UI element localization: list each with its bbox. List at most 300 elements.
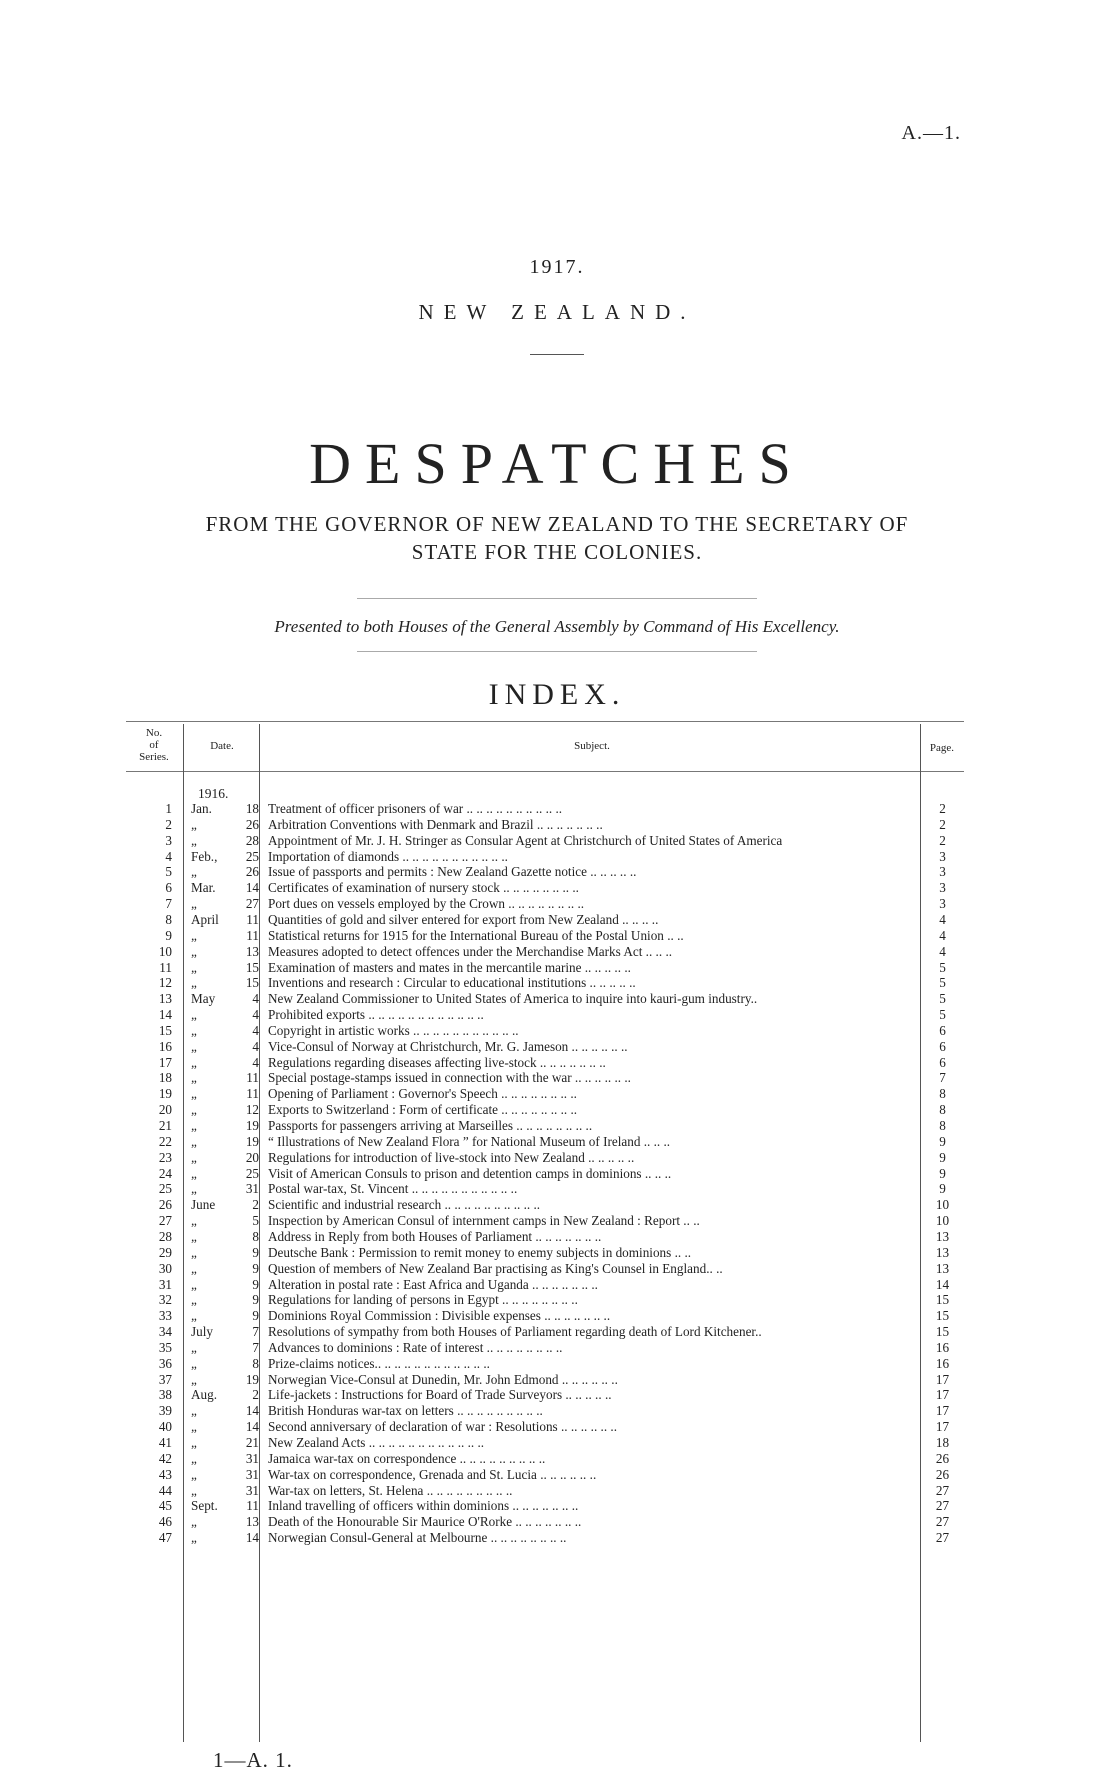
row-subject: Passports for passengers arriving at Marseilles .. .. .. .. .. .. .. ..: [268, 1118, 593, 1133]
row-number: 18: [158, 1070, 172, 1086]
table-row: [0, 1086, 1114, 1101]
table-row: [0, 1245, 1114, 1260]
row-day: 18: [245, 801, 259, 816]
row-page: 17: [935, 1419, 950, 1435]
row-number: 10: [158, 943, 172, 959]
row-number: 14: [158, 1007, 172, 1023]
row-day: 14: [245, 1419, 259, 1435]
row-subject: Death of the Honourable Sir Maurice O'Rorke .. .. .. .. .. .. ..: [268, 1514, 582, 1530]
row-month: „: [191, 896, 197, 912]
row-month: „: [191, 1149, 197, 1165]
row-day: 19: [245, 1371, 259, 1387]
col-no-line-1: No.: [145, 727, 163, 739]
row-month: „: [191, 1514, 197, 1530]
row-subject: Norwegian Consul-General at Melbourne .. .. .. .. .. .. .. ..: [268, 1530, 567, 1546]
row-subject: Appointment of Mr. J. H. Stringer as Consular Agent at Christchurch of United States of America: [268, 832, 783, 848]
row-month: „: [191, 975, 197, 991]
row-number: 39: [158, 1403, 172, 1419]
row-month: „: [191, 1339, 197, 1355]
row-number: 33: [158, 1308, 172, 1324]
table-row: [0, 1023, 1114, 1038]
table-row: [0, 1150, 1114, 1165]
row-subject: War-tax on correspondence, Grenada and St. Lucia .. .. .. .. .. ..: [268, 1466, 597, 1482]
row-month: „: [191, 1102, 197, 1118]
column-header-subject: Subject.: [574, 740, 610, 752]
row-page: 15: [935, 1292, 950, 1308]
row-page: 6: [939, 1038, 946, 1054]
row-month: „: [191, 1213, 197, 1229]
row-page: 8: [939, 1102, 946, 1118]
row-day: 19: [245, 1118, 259, 1133]
table-row: [0, 1007, 1114, 1022]
table-row: [0, 960, 1114, 975]
row-month: „: [191, 1133, 197, 1149]
row-subject: Statistical returns for 1915 for the International Bureau of the Postal Union .. ..: [268, 927, 684, 943]
row-month: „: [191, 1038, 197, 1054]
row-subject: Jamaica war-tax on correspondence .. .. .. .. .. .. .. .. ..: [268, 1450, 546, 1466]
table-row: [0, 1467, 1114, 1482]
row-number: 41: [158, 1435, 172, 1450]
row-number: 35: [158, 1339, 172, 1355]
table-row: [0, 1261, 1114, 1276]
row-month: „: [191, 927, 197, 943]
row-subject: Second anniversary of declaration of war : Resolutions .. .. .. .. .. ..: [268, 1419, 618, 1435]
row-number: 32: [158, 1292, 172, 1308]
row-page: 16: [935, 1339, 950, 1355]
row-day: 11: [246, 1086, 259, 1102]
row-subject: Advances to dominions : Rate of interest .. .. .. .. .. .. .. ..: [268, 1339, 563, 1355]
table-row: [0, 1483, 1114, 1498]
row-page: 2: [939, 801, 946, 816]
row-month: „: [191, 1466, 197, 1482]
row-day: 9: [252, 1260, 259, 1276]
table-row: [0, 1387, 1114, 1402]
row-month: „: [191, 1181, 197, 1197]
row-page: 9: [939, 1165, 946, 1181]
row-month: „: [191, 959, 197, 975]
document-country: NEW ZEALAND.: [418, 300, 696, 324]
table-row: [0, 1324, 1114, 1339]
row-page: 27: [935, 1530, 950, 1546]
table-row: [0, 1134, 1114, 1149]
table-row: [0, 1419, 1114, 1434]
row-subject: Examination of masters and mates in the mercantile marine .. .. .. .. ..: [268, 959, 631, 975]
row-number: 2: [165, 816, 172, 832]
row-day: 31: [245, 1181, 259, 1197]
row-day: 11: [246, 1498, 259, 1514]
row-subject: Certificates of examination of nursery stock .. .. .. .. .. .. .. ..: [268, 880, 579, 896]
row-number: 47: [158, 1530, 172, 1546]
row-number: 19: [158, 1086, 172, 1102]
row-subject: Port dues on vessels employed by the Crown .. .. .. .. .. .. .. ..: [268, 896, 585, 912]
table-row: [0, 1229, 1114, 1244]
row-month: „: [191, 1228, 197, 1244]
row-subject: Prohibited exports .. .. .. .. .. .. .. .. .. .. .. ..: [268, 1007, 484, 1023]
column-header-date: Date.: [210, 740, 234, 752]
row-number: 31: [158, 1276, 172, 1292]
row-number: 25: [158, 1181, 172, 1197]
row-day: 11: [246, 1070, 259, 1086]
row-month: „: [191, 1482, 197, 1498]
row-month: „: [191, 1276, 197, 1292]
row-day: 25: [245, 848, 259, 864]
table-row: [0, 896, 1114, 911]
row-month: „: [191, 1165, 197, 1181]
column-header-page: Page.: [929, 742, 955, 754]
row-number: 29: [158, 1244, 172, 1260]
row-subject: New Zealand Acts .. .. .. .. .. .. .. .. .. .. .. ..: [268, 1435, 485, 1450]
row-day: 8: [252, 1228, 259, 1244]
row-subject: Life-jackets : Instructions for Board of Trade Surveyors .. .. .. .. ..: [268, 1387, 612, 1403]
row-day: 27: [245, 896, 259, 912]
row-page: 26: [935, 1466, 950, 1482]
row-page: 3: [939, 880, 946, 896]
row-number: 3: [165, 832, 172, 848]
table-row: [0, 849, 1114, 864]
row-number: 13: [158, 991, 172, 1007]
row-day: 9: [252, 1292, 259, 1308]
row-subject: Alteration in postal rate : East Africa and Uganda .. .. .. .. .. .. ..: [268, 1276, 598, 1292]
row-number: 20: [158, 1102, 172, 1118]
row-day: 11: [246, 927, 259, 943]
row-subject: Issue of passports and permits : New Zealand Gazette notice .. .. .. .. ..: [268, 864, 637, 880]
row-day: 4: [252, 1054, 259, 1070]
row-day: 15: [245, 975, 259, 991]
row-subject: Regulations for introduction of live-stock into New Zealand .. .. .. .. ..: [268, 1149, 635, 1165]
row-day: 15: [245, 959, 259, 975]
row-day: 14: [245, 1530, 259, 1546]
row-day: 20: [245, 1149, 259, 1165]
row-page: 4: [939, 943, 946, 959]
row-page: 13: [935, 1228, 950, 1244]
row-month: Sept.: [191, 1498, 218, 1514]
row-page: 26: [935, 1450, 950, 1466]
table-row: [0, 944, 1114, 959]
row-page: 5: [939, 975, 946, 991]
table-row: [0, 833, 1114, 848]
col-no-line-2: of: [149, 739, 159, 751]
row-day: 4: [252, 1007, 259, 1023]
row-page: 3: [939, 896, 946, 912]
row-day: 9: [252, 1276, 259, 1292]
table-header-rule: [126, 771, 964, 772]
row-number: 36: [158, 1355, 172, 1371]
row-page: 3: [939, 864, 946, 880]
row-page: 17: [935, 1371, 950, 1387]
document-year: 1917.: [529, 256, 585, 278]
row-page: 16: [935, 1355, 950, 1371]
row-month: „: [191, 832, 197, 848]
row-day: 13: [245, 943, 259, 959]
table-row: [0, 1451, 1114, 1466]
table-row: [0, 1498, 1114, 1513]
table-row: [0, 912, 1114, 927]
row-subject: British Honduras war-tax on letters .. .. .. .. .. .. .. .. ..: [268, 1403, 543, 1419]
table-row: [0, 1340, 1114, 1355]
row-day: 14: [245, 880, 259, 896]
row-page: 3: [939, 848, 946, 864]
document-subtitle: [40, 510, 1074, 566]
row-day: 4: [252, 991, 259, 1007]
row-page: 6: [939, 1022, 946, 1038]
row-number: 44: [158, 1482, 172, 1498]
divider: [357, 598, 757, 599]
table-row: [0, 1514, 1114, 1529]
row-subject: Inventions and research : Circular to educational institutions .. .. .. .. ..: [268, 975, 636, 991]
row-subject: “ Illustrations of New Zealand Flora ” for National Museum of Ireland .. .. ..: [268, 1133, 671, 1149]
table-row: [0, 1292, 1114, 1307]
row-subject: Quantities of gold and silver entered for export from New Zealand .. .. .. ..: [268, 911, 659, 927]
table-row: [0, 1197, 1114, 1212]
row-subject: Norwegian Vice-Consul at Dunedin, Mr. John Edmond .. .. .. .. .. ..: [268, 1371, 618, 1387]
row-number: 26: [158, 1197, 172, 1213]
row-subject: Arbitration Conventions with Denmark and Brazil .. .. .. .. .. .. ..: [268, 816, 603, 832]
row-day: 26: [245, 816, 259, 832]
row-page: 7: [939, 1070, 946, 1086]
row-month: Jan.: [191, 801, 212, 816]
row-page: 10: [935, 1213, 950, 1229]
row-day: 9: [252, 1308, 259, 1324]
row-day: 31: [245, 1450, 259, 1466]
row-page: 5: [939, 991, 946, 1007]
row-number: 28: [158, 1228, 172, 1244]
table-row: [0, 1530, 1114, 1545]
row-month: „: [191, 1355, 197, 1371]
row-number: 45: [158, 1498, 172, 1514]
row-day: 7: [252, 1324, 259, 1340]
table-row: [0, 880, 1114, 895]
table-row: [0, 1166, 1114, 1181]
row-day: 31: [245, 1482, 259, 1498]
row-number: 12: [158, 975, 172, 991]
row-subject: War-tax on letters, St. Helena .. .. .. .. .. .. .. .. ..: [268, 1482, 513, 1498]
row-subject: Special postage-stamps issued in connection with the war .. .. .. .. .. ..: [268, 1070, 631, 1086]
row-subject: Treatment of officer prisoners of war .. .. .. .. .. .. .. .. .. ..: [268, 801, 563, 816]
row-number: 11: [159, 959, 172, 975]
table-row: [0, 1435, 1114, 1450]
row-subject: Dominions Royal Commission : Divisible expenses .. .. .. .. .. .. ..: [268, 1308, 611, 1324]
row-day: 4: [252, 1038, 259, 1054]
table-row: [0, 928, 1114, 943]
row-day: 2: [252, 1197, 259, 1213]
row-month: „: [191, 1450, 197, 1466]
row-month: Feb.,: [191, 848, 218, 864]
row-page: 6: [939, 1054, 946, 1070]
row-month: „: [191, 1403, 197, 1419]
row-subject: Measures adopted to detect offences under the Merchandise Marks Act .. .. ..: [268, 943, 673, 959]
row-subject: Resolutions of sympathy from both Houses of Parliament regarding death of Lord Kitchener..: [268, 1324, 762, 1340]
row-page: 4: [939, 911, 946, 927]
row-number: 8: [165, 911, 172, 927]
row-month: „: [191, 1070, 197, 1086]
row-number: 46: [158, 1514, 172, 1530]
row-month: „: [191, 1086, 197, 1102]
row-subject: Inspection by American Consul of internment camps in New Zealand : Report .. ..: [268, 1213, 700, 1229]
row-number: 17: [158, 1054, 172, 1070]
row-subject: New Zealand Commissioner to United States of America to inquire into kauri-gum industry..: [268, 991, 758, 1007]
row-subject: Deutsche Bank : Permission to remit money to enemy subjects in dominions .. ..: [268, 1244, 692, 1260]
row-page: 17: [935, 1387, 950, 1403]
row-number: 43: [158, 1466, 172, 1482]
row-day: 9: [252, 1244, 259, 1260]
row-page: 5: [939, 959, 946, 975]
row-month: „: [191, 943, 197, 959]
row-month: „: [191, 1371, 197, 1387]
row-subject: Question of members of New Zealand Bar practising as King's Counsel in England.. ..: [268, 1260, 723, 1276]
row-month: „: [191, 1530, 197, 1546]
table-row: [0, 1118, 1114, 1133]
row-page: 17: [935, 1403, 950, 1419]
row-day: 21: [245, 1435, 259, 1450]
row-day: 28: [245, 832, 259, 848]
table-row: [0, 1308, 1114, 1323]
table-row: [0, 1181, 1114, 1196]
row-month: May: [191, 991, 216, 1007]
table-row: [0, 1070, 1114, 1085]
row-page: 27: [935, 1498, 950, 1514]
column-header-no: [126, 727, 182, 763]
row-day: 31: [245, 1466, 259, 1482]
row-day: 14: [245, 1403, 259, 1419]
row-day: 7: [252, 1339, 259, 1355]
row-month: „: [191, 1435, 197, 1450]
row-subject: Vice-Consul of Norway at Christchurch, Mr. G. Jameson .. .. .. .. .. ..: [268, 1038, 628, 1054]
row-number: 23: [158, 1149, 172, 1165]
table-row: [0, 801, 1114, 816]
row-month: „: [191, 1118, 197, 1133]
row-day: 2: [252, 1387, 259, 1403]
row-number: 27: [158, 1213, 172, 1229]
row-page: 27: [935, 1514, 950, 1530]
row-day: 8: [252, 1355, 259, 1371]
row-subject: Visit of American Consuls to prison and detention camps in dominions .. .. ..: [268, 1165, 672, 1181]
row-month: „: [191, 864, 197, 880]
row-number: 22: [158, 1133, 172, 1149]
row-month: „: [191, 1292, 197, 1308]
table-row: [0, 864, 1114, 879]
row-day: 13: [245, 1514, 259, 1530]
row-page: 13: [935, 1244, 950, 1260]
row-page: 2: [939, 816, 946, 832]
footer-signature: 1—A. 1.: [213, 1748, 293, 1772]
table-row: [0, 991, 1114, 1006]
row-subject: Regulations for landing of persons in Egypt .. .. .. .. .. .. .. ..: [268, 1292, 578, 1308]
row-number: 21: [158, 1118, 172, 1133]
row-month: „: [191, 1007, 197, 1023]
row-month: July: [191, 1324, 213, 1340]
row-month: „: [191, 1244, 197, 1260]
row-number: 7: [165, 896, 172, 912]
row-page: 9: [939, 1133, 946, 1149]
subtitle-line-2: STATE FOR THE COLONIES.: [411, 540, 703, 564]
row-page: 13: [935, 1260, 950, 1276]
row-number: 5: [165, 864, 172, 880]
subtitle-line-1: FROM THE GOVERNOR OF NEW ZEALAND TO THE SECRETARY OF: [205, 512, 909, 536]
row-number: 34: [158, 1324, 172, 1340]
row-number: 24: [158, 1165, 172, 1181]
row-page: 9: [939, 1181, 946, 1197]
row-page: 8: [939, 1118, 946, 1133]
row-day: 12: [245, 1102, 259, 1118]
row-page: 15: [935, 1308, 950, 1324]
table-row: [0, 817, 1114, 832]
row-number: 38: [158, 1387, 172, 1403]
col-no-line-3: Series.: [139, 751, 169, 763]
row-number: 16: [158, 1038, 172, 1054]
row-subject: Scientific and industrial research .. .. .. .. .. .. .. .. .. ..: [268, 1197, 541, 1213]
row-number: 42: [158, 1450, 172, 1466]
row-day: 25: [245, 1165, 259, 1181]
row-page: 4: [939, 927, 946, 943]
row-page: 9: [939, 1149, 946, 1165]
row-month: „: [191, 1022, 197, 1038]
row-month: June: [191, 1197, 216, 1213]
divider: [530, 354, 584, 355]
row-day: 5: [252, 1213, 259, 1229]
row-subject: Copyright in artistic works .. .. .. .. .. .. .. .. .. .. ..: [268, 1022, 519, 1038]
table-row: [0, 1356, 1114, 1371]
row-page: 10: [935, 1197, 950, 1213]
row-day: 11: [246, 911, 259, 927]
table-row: [0, 975, 1114, 990]
row-subject: Importation of diamonds .. .. .. .. .. .. .. .. .. .. ..: [268, 848, 508, 864]
row-day: 26: [245, 864, 259, 880]
row-page: 15: [935, 1324, 950, 1340]
divider: [357, 651, 757, 652]
row-subject: Opening of Parliament : Governor's Speech .. .. .. .. .. .. .. ..: [268, 1086, 577, 1102]
row-subject: Regulations regarding diseases affecting live-stock .. .. .. .. .. .. ..: [268, 1054, 606, 1070]
table-row: [0, 1372, 1114, 1387]
row-number: 1: [165, 801, 172, 816]
table-row: [0, 1039, 1114, 1054]
table-row: [0, 1403, 1114, 1418]
row-number: 30: [158, 1260, 172, 1276]
table-row: [0, 1277, 1114, 1292]
table-row: [0, 1213, 1114, 1228]
row-number: 4: [165, 848, 172, 864]
row-number: 9: [165, 927, 172, 943]
row-page: 27: [935, 1482, 950, 1498]
row-page: 14: [935, 1276, 950, 1292]
document-title: DESPATCHES: [309, 431, 805, 496]
row-page: 2: [939, 832, 946, 848]
row-month: „: [191, 1419, 197, 1435]
row-month: „: [191, 1054, 197, 1070]
presented-note: Presented to both Houses of the General Assembly by Command of His Excellency.: [274, 617, 840, 636]
row-number: 40: [158, 1419, 172, 1435]
row-subject: Postal war-tax, St. Vincent .. .. .. .. .. .. .. .. .. .. ..: [268, 1181, 518, 1197]
table-row: [0, 1102, 1114, 1117]
row-subject: Prize-claims notices.. .. .. .. .. .. .. .. .. .. .. ..: [268, 1355, 490, 1371]
row-subject: Address in Reply from both Houses of Parliament .. .. .. .. .. .. ..: [268, 1228, 602, 1244]
row-month: April: [191, 911, 219, 927]
row-number: 15: [158, 1022, 172, 1038]
row-page: 5: [939, 1007, 946, 1023]
table-row: [0, 1055, 1114, 1070]
year-label: 1916.: [198, 786, 229, 801]
row-page: 8: [939, 1086, 946, 1102]
document-reference: A.—1.: [901, 122, 961, 144]
row-page: 18: [935, 1435, 950, 1450]
index-heading: INDEX.: [488, 678, 626, 711]
row-number: 6: [165, 880, 172, 896]
row-month: Aug.: [191, 1387, 218, 1403]
row-subject: Exports to Switzerland : Form of certificate .. .. .. .. .. .. .. ..: [268, 1102, 578, 1118]
row-subject: Inland travelling of officers within dominions .. .. .. .. .. .. ..: [268, 1498, 579, 1514]
table-top-rule: [126, 721, 964, 722]
row-month: Mar.: [191, 880, 216, 896]
row-day: 4: [252, 1022, 259, 1038]
